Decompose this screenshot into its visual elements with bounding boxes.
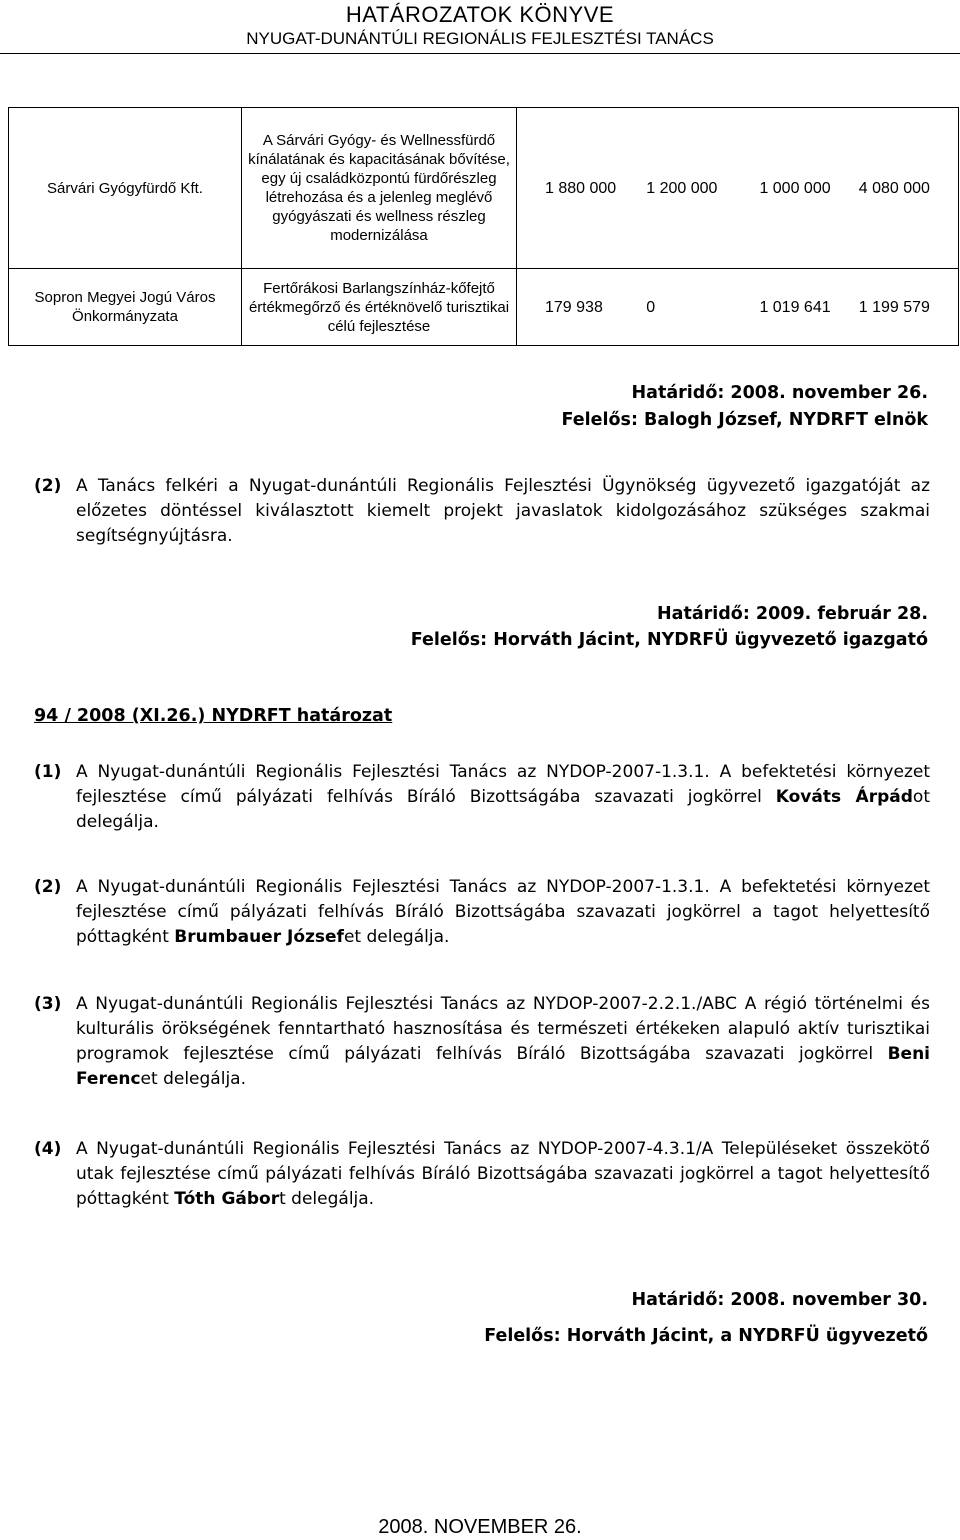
item-text: A Nyugat-dunántúli Regionális Fejlesztési Tanács az NYDOP-2007-1.3.1. A befektetési környezet fejlesztése című pályázati felhívás Bíráló Bizottságába szavazati jogkörrel [76, 762, 930, 807]
projects-table [8, 107, 959, 346]
item-text-end: ot delegálja. [76, 787, 930, 832]
deadline-3: Határidő: 2008. november 30. [631, 1290, 928, 1310]
delegate-name: Brumbauer József [174, 927, 344, 947]
responsible-2: Felelős: Horváth Jácint, NYDRFÜ ügyvezető igazgató [410, 630, 928, 650]
table-row [9, 269, 959, 346]
deadline-2: Határidő: 2009. február 28. [657, 604, 928, 624]
value-total: 4 080 000 [858, 179, 930, 197]
resolution-title: 94 / 2008 (XI.26.) NYDRFT határozat [34, 706, 393, 726]
org-cell: Sopron Megyei Jogú Város Önkormányzata [9, 269, 242, 346]
value-1: 1 880 000 [545, 179, 617, 197]
project-title-cell: Fertőrákosi Barlangszínház-kőfejtő értékmegőrző és értéknövelő turisztikai célú fejlesztése [242, 269, 517, 346]
value-3: 1 000 000 [759, 179, 831, 197]
org-cell: Sárvári Gyógyfürdő Kft. [9, 108, 242, 269]
council-name: NYUGAT-DUNÁNTÚLI REGIONÁLIS FEJLESZTÉSI TANÁCS [246, 29, 714, 48]
delegate-name: Beni Ferenc [76, 1044, 930, 1089]
footer-date: 2008. NOVEMBER 26. [378, 1516, 582, 1538]
item-text: A Nyugat-dunántúli Regionális Fejlesztési Tanács az NYDOP-2007-1.3.1. A befektetési környezet fejlesztése című pályázati felhívás Bíráló Bizottságába szavazati jogkörrel a tagot helyettesítő póttagként [76, 877, 930, 947]
value-3: 1 019 641 [759, 298, 831, 316]
item-text-end: t delegálja. [279, 1189, 375, 1209]
item-text-end: et delegálja. [140, 1069, 246, 1089]
item-text-end: et delegálja. [343, 927, 450, 947]
item-text: A Nyugat-dunántúli Regionális Fejlesztési Tanács az NYDOP-2007-4.3.1/A Településeket összekötő utak fejlesztése című pályázati felhívás Bíráló Bizottságába szavazati jogkörrel a tagot helyettesítő póttagként [76, 1139, 930, 1209]
value-1: 179 938 [545, 298, 603, 316]
project-title-cell: A Sárvári Gyógy- és Wellnessfürdő kínálatának és kapacitásának bővítése, egy új családközpontú fürdőrészleg létrehozása és a jelenleg meglévő gyógyászati és wellness részleg modernizálása [242, 108, 517, 269]
resolution-item-1 [34, 760, 930, 835]
values-cell [517, 108, 959, 269]
value-2: 1 200 000 [646, 179, 718, 197]
page-header [0, 0, 960, 50]
item-text: A Nyugat-dunántúli Regionális Fejlesztési Tanács az NYDOP-2007-2.2.1./ABC A régió történelmi és kulturális örökségének fenntartható hasznosítása és természeti értékeken alapuló aktív turisztikai programok fejlesztése című pályázati felhívás Bíráló Bizottságába szavazati jogkörrel [76, 994, 930, 1064]
delegate-name: Tóth Gábor [174, 1189, 280, 1209]
values-cell [517, 269, 959, 346]
header-divider [0, 53, 960, 54]
resolution-item-3 [34, 992, 930, 1092]
responsible-3: Felelős: Horváth Jácint, a NYDRFÜ ügyvezető [484, 1326, 928, 1346]
item-number: (3) [34, 994, 62, 1014]
table-row [9, 108, 959, 269]
responsible-1: Felelős: Balogh József, NYDRFT elnök [561, 410, 928, 430]
item-number: (1) [34, 762, 62, 782]
resolution-item-2 [34, 875, 930, 950]
item-number: (4) [34, 1139, 62, 1159]
value-total: 1 199 579 [858, 298, 930, 316]
paragraph-number: (2) [34, 476, 62, 496]
delegate-name: Kováts Árpád [775, 787, 913, 807]
paragraph-text: A Tanács felkéri a Nyugat-dunántúli Regionális Fejlesztési Ügynökség ügyvezető igazgatóját az előzetes döntéssel kiválasztott kiemelt projekt javaslatok kidolgozásához szükséges szakmai segítségnyújtásra. [76, 476, 930, 546]
deadline-1: Határidő: 2008. november 26. [631, 383, 928, 403]
resolution-item-4 [34, 1137, 930, 1212]
book-title: HATÁROZATOK KÖNYVE [345, 2, 615, 27]
value-2: 0 [646, 298, 656, 316]
item-number: (2) [34, 877, 62, 897]
paragraph-2 [34, 474, 930, 549]
